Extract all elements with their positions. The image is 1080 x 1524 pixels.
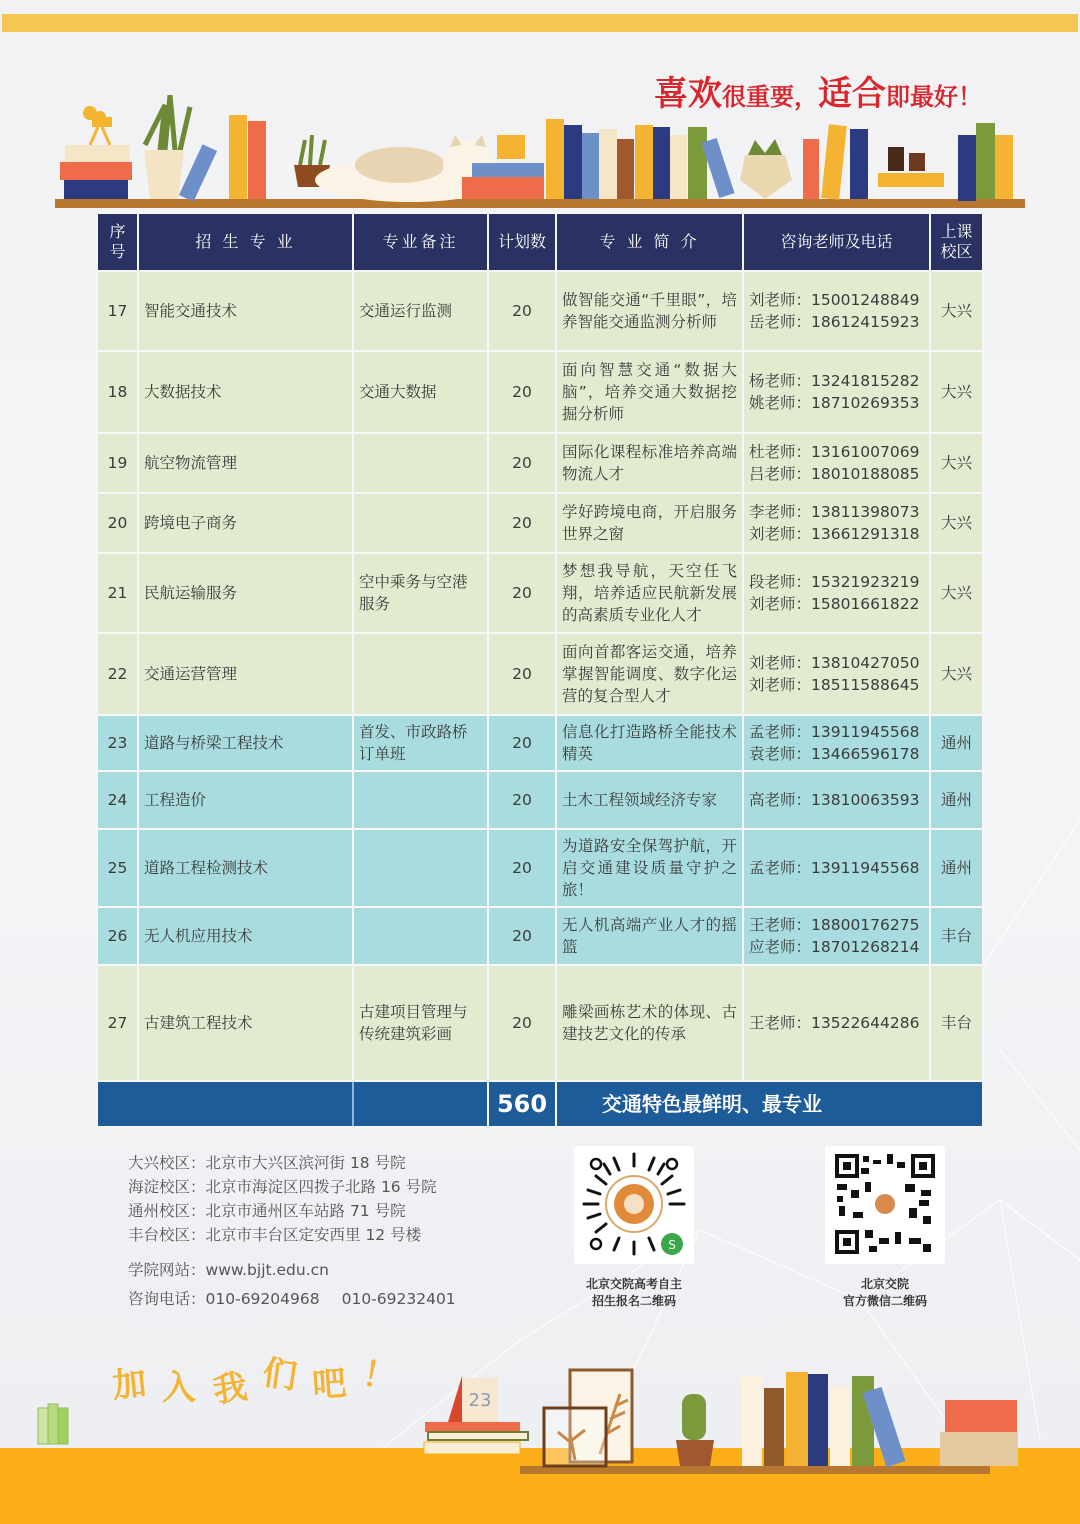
contact-line: 吕老师：18010188085 [749,465,920,483]
campus-address-row: 丰台校区：北京市丰台区定安西里 12 号楼 [128,1226,422,1244]
row-contact [743,965,930,1081]
row-note [353,633,488,715]
row-intro: 无人机高端产业人才的摇篮 [556,907,743,965]
admissions-table [96,212,984,1128]
row-index: 26 [97,907,138,965]
row-index: 17 [97,271,138,351]
contact-line: 岳老师：18612415923 [749,313,920,331]
row-index: 22 [97,633,138,715]
qr-code-enrollment[interactable] [574,1146,694,1264]
row-major: 跨境电子商务 [138,493,353,553]
phone-row: 咨询电话：010-69204968 010-69232401 [128,1290,456,1308]
row-major: 大数据技术 [138,351,353,433]
header-campus: 上课校区 [930,213,983,271]
row-intro: 面向首都客运交通，培养掌握智能调度、数字化运营的复合型人才 [556,633,743,715]
contact-line: 李老师：13811398073 [749,503,920,521]
row-index: 20 [97,493,138,553]
table-row [97,633,983,715]
contact-line: 袁老师：13466596178 [749,745,920,763]
row-campus: 通州 [930,771,983,829]
total-plan: 560 [488,1081,556,1127]
row-plan: 20 [488,351,556,433]
header-note: 专业备注 [353,213,488,271]
row-intro: 雕梁画栋艺术的体现、古建技艺文化的传承 [556,965,743,1081]
row-intro: 梦想我导航，天空任飞翔，培养适应民航新发展的高素质专业化人才 [556,553,743,633]
bottom-bookshelf-illustration [420,1364,1040,1474]
qr-code-icon [825,1146,945,1264]
row-plan: 20 [488,829,556,907]
row-plan: 20 [488,771,556,829]
contact-line: 姚老师：18710269353 [749,394,920,412]
table-row [97,715,983,771]
row-contact [743,271,930,351]
row-intro: 信息化打造路桥全能技术精英 [556,715,743,771]
row-campus: 大兴 [930,493,983,553]
row-index: 19 [97,433,138,493]
row-major: 工程造价 [138,771,353,829]
header-intro: 专 业 简 介 [556,213,743,271]
total-empty-cell [353,1081,488,1127]
row-intro: 国际化课程标准培养高端物流人才 [556,433,743,493]
row-campus: 大兴 [930,433,983,493]
table-total-row [97,1081,983,1127]
top-bookshelf-illustration [40,95,1040,215]
green-books-icon [36,1398,76,1448]
row-index: 23 [97,715,138,771]
row-campus: 通州 [930,829,983,907]
row-note [353,907,488,965]
header-plan: 计划数 [488,213,556,271]
qr-label-wechat: 北京交院 官方微信二维码 [842,1277,927,1308]
row-major: 航空物流管理 [138,433,353,493]
table-row [97,829,983,907]
row-contact [743,553,930,633]
row-major: 道路与桥梁工程技术 [138,715,353,771]
camera-icon [83,106,112,145]
row-plan: 20 [488,271,556,351]
header-index: 序号 [97,213,138,271]
mini-program-code-icon [574,1146,694,1264]
row-index: 27 [97,965,138,1081]
qr-label-enrollment: 北京交院高考自主 招生报名二维码 [585,1277,682,1308]
phone-1: 010-69204968 [205,1290,320,1308]
contact-line: 孟老师：13911945568 [749,859,920,877]
row-note [353,493,488,553]
row-contact [743,633,930,715]
row-plan: 20 [488,493,556,553]
row-plan: 20 [488,633,556,715]
contact-line: 孟老师：13911945568 [749,723,920,741]
row-campus: 大兴 [930,351,983,433]
row-contact [743,351,930,433]
headline-slogan: 喜欢很重要，适合即最好！ [654,74,982,114]
contact-line: 高老师：13810063593 [749,791,920,809]
table-row [97,351,983,433]
campus-address-row: 海淀校区：北京市海淀区四拨子北路 16 号院 [128,1178,437,1196]
row-note [353,433,488,493]
contact-line: 王老师：13522644286 [749,1014,920,1032]
row-note [353,829,488,907]
campus-address-row: 通州校区：北京市通州区车站路 71 号院 [128,1202,406,1220]
row-intro: 为道路安全保驾护航，开启交通建设质量守护之旅！ [556,829,743,907]
row-note: 交通运行监测 [353,271,488,351]
calendar-icon [448,1376,498,1422]
contact-line: 刘老师：13810427050 [749,654,920,672]
row-plan: 20 [488,433,556,493]
row-index: 25 [97,829,138,907]
row-note: 古建项目管理与传统建筑彩画 [353,965,488,1081]
row-campus: 大兴 [930,271,983,351]
row-contact [743,433,930,493]
row-major: 智能交通技术 [138,271,353,351]
row-note: 首发、市政路桥订单班 [353,715,488,771]
row-major: 无人机应用技术 [138,907,353,965]
campus-address-row: 大兴校区：北京市大兴区滨河街 18 号院 [128,1154,406,1172]
row-major: 交通运营管理 [138,633,353,715]
svg-text:23: 23 [468,1390,492,1411]
contact-line: 刘老师：13661291318 [749,525,920,543]
row-intro: 土木工程领域经济专家 [556,771,743,829]
table-row [97,907,983,965]
row-major: 古建筑工程技术 [138,965,353,1081]
row-major: 民航运输服务 [138,553,353,633]
row-campus: 丰台 [930,965,983,1081]
website-link[interactable]: www.bjjt.edu.cn [205,1261,329,1279]
row-plan: 20 [488,553,556,633]
total-empty-cell [97,1081,353,1127]
row-plan: 20 [488,715,556,771]
row-note [353,771,488,829]
row-intro: 学好跨境电商，开启服务世界之窗 [556,493,743,553]
contact-line: 杨老师：13241815282 [749,372,920,390]
row-contact [743,907,930,965]
table-row [97,433,983,493]
header-major: 招 生 专 业 [138,213,353,271]
row-contact [743,493,930,553]
table-row [97,271,983,351]
table-row [97,965,983,1081]
total-slogan: 交通特色最鲜明、最专业 [556,1081,983,1127]
row-index: 21 [97,553,138,633]
row-campus: 通州 [930,715,983,771]
row-campus: 丰台 [930,907,983,965]
top-accent-bar [2,14,1078,32]
row-campus: 大兴 [930,553,983,633]
qr-code-wechat[interactable] [825,1146,945,1264]
contact-line: 杜老师：13161007069 [749,443,920,461]
row-major: 道路工程检测技术 [138,829,353,907]
header-contact: 咨询老师及电话 [743,213,930,271]
row-contact [743,771,930,829]
contact-line: 刘老师：15801661822 [749,595,920,613]
row-contact [743,829,930,907]
row-contact [743,715,930,771]
contact-line: 刘老师：18511588645 [749,676,920,694]
row-intro: 面向智慧交通“数据大脑”，培养交通大数据挖掘分析师 [556,351,743,433]
contact-line: 王老师：18800176275 [749,916,920,934]
website-row: 学院网站：www.bjjt.edu.cn [128,1261,329,1279]
contact-line: 刘老师：15001248849 [749,291,920,309]
row-plan: 20 [488,965,556,1081]
row-note: 交通大数据 [353,351,488,433]
contact-info [128,1151,456,1314]
join-us-slogan: 加入我们吧！ [110,1352,416,1412]
svg-text:S: S [668,1238,676,1252]
table-header-row [97,213,983,271]
table-row [97,771,983,829]
table-row [97,493,983,553]
contact-line: 应老师：18701268214 [749,938,920,956]
table-row [97,553,983,633]
row-campus: 大兴 [930,633,983,715]
row-index: 18 [97,351,138,433]
row-plan: 20 [488,907,556,965]
row-note: 空中乘务与空港服务 [353,553,488,633]
contact-line: 段老师：15321923219 [749,573,920,591]
row-intro: 做智能交通“千里眼”，培养智能交通监测分析师 [556,271,743,351]
row-index: 24 [97,771,138,829]
phone-2: 010-69232401 [341,1290,456,1308]
